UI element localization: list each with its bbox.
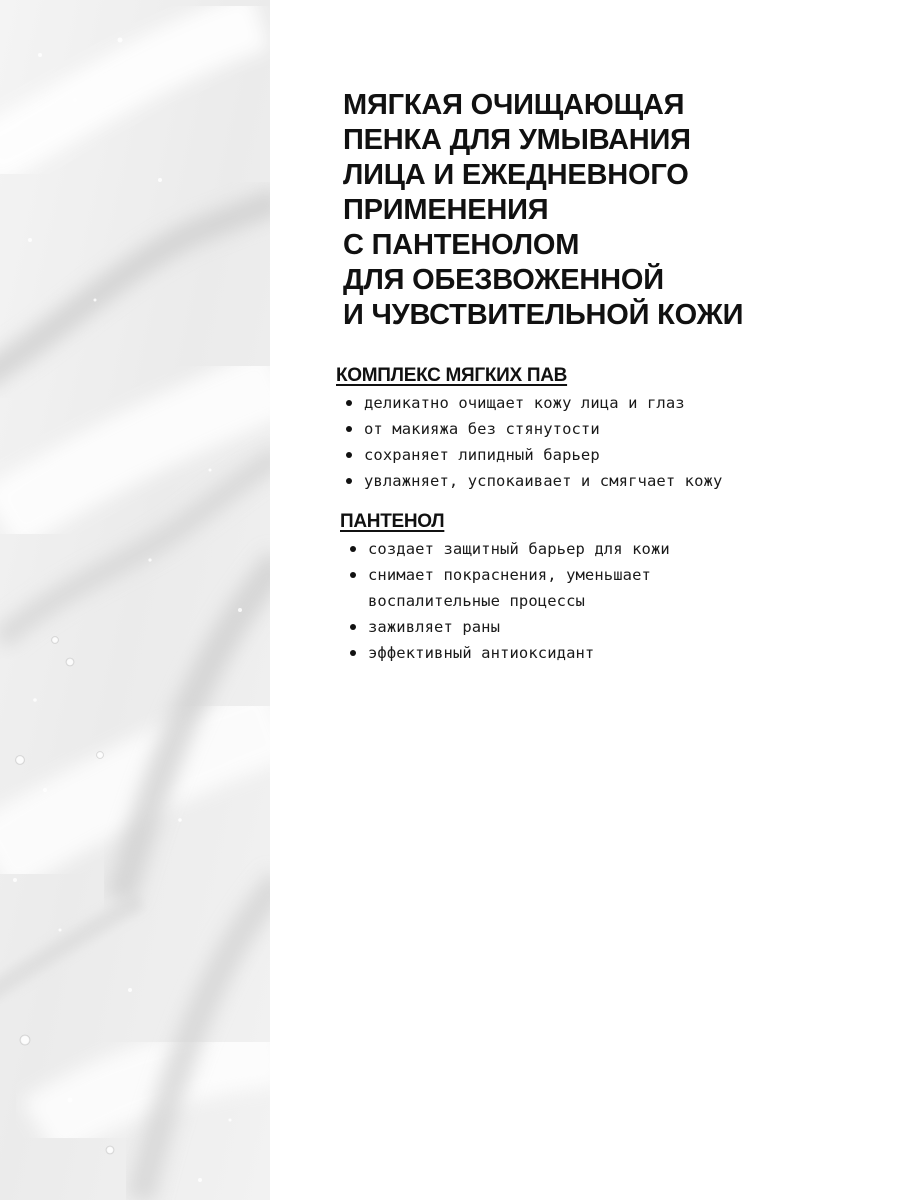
panthenol-heading: ПАНТЕНОЛ [340, 511, 445, 532]
bullet-icon [346, 478, 352, 484]
list-item-text: увлажняет, успокаивает и смягчает кожу [364, 472, 723, 490]
product-title-line: ПЕНКА ДЛЯ УМЫВАНИЯ [343, 124, 691, 156]
list-item-text: сохраняет липидный барьер [364, 446, 600, 464]
list-item-text: воспалительные процессы [368, 592, 585, 610]
product-title-line: МЯГКАЯ ОЧИЩАЮЩАЯ [343, 89, 685, 121]
bullet-icon [346, 452, 352, 458]
list-item-text: снимает покраснения, уменьшает [368, 566, 651, 584]
product-title-line: И ЧУВСТВИТЕЛЬНОЙ КОЖИ [343, 299, 744, 331]
product-title-line: С ПАНТЕНОЛОМ [343, 229, 580, 261]
surfactant-complex-heading: КОМПЛЕКС МЯГКИХ ПАВ [336, 365, 568, 386]
product-title-line: ДЛЯ ОБЕЗВОЖЕННОЙ [343, 264, 664, 296]
list-item-text: создает защитный барьер для кожи [368, 540, 670, 558]
list-item-text: заживляет раны [368, 618, 501, 636]
product-title-line: ПРИМЕНЕНИЯ [343, 194, 549, 226]
bullet-icon [346, 426, 352, 432]
list-item-text: от макияжа без стянутости [364, 420, 600, 438]
list-item-text: эффективный антиоксидант [368, 644, 595, 662]
bullet-icon [350, 572, 356, 578]
list-item-text: деликатно очищает кожу лица и глаз [364, 394, 685, 412]
bullet-icon [350, 546, 356, 552]
bullet-icon [346, 400, 352, 406]
bullet-icon [350, 624, 356, 630]
bullet-icon [350, 650, 356, 656]
product-title-line: ЛИЦА И ЕЖЕДНЕВНОГО [343, 159, 689, 191]
